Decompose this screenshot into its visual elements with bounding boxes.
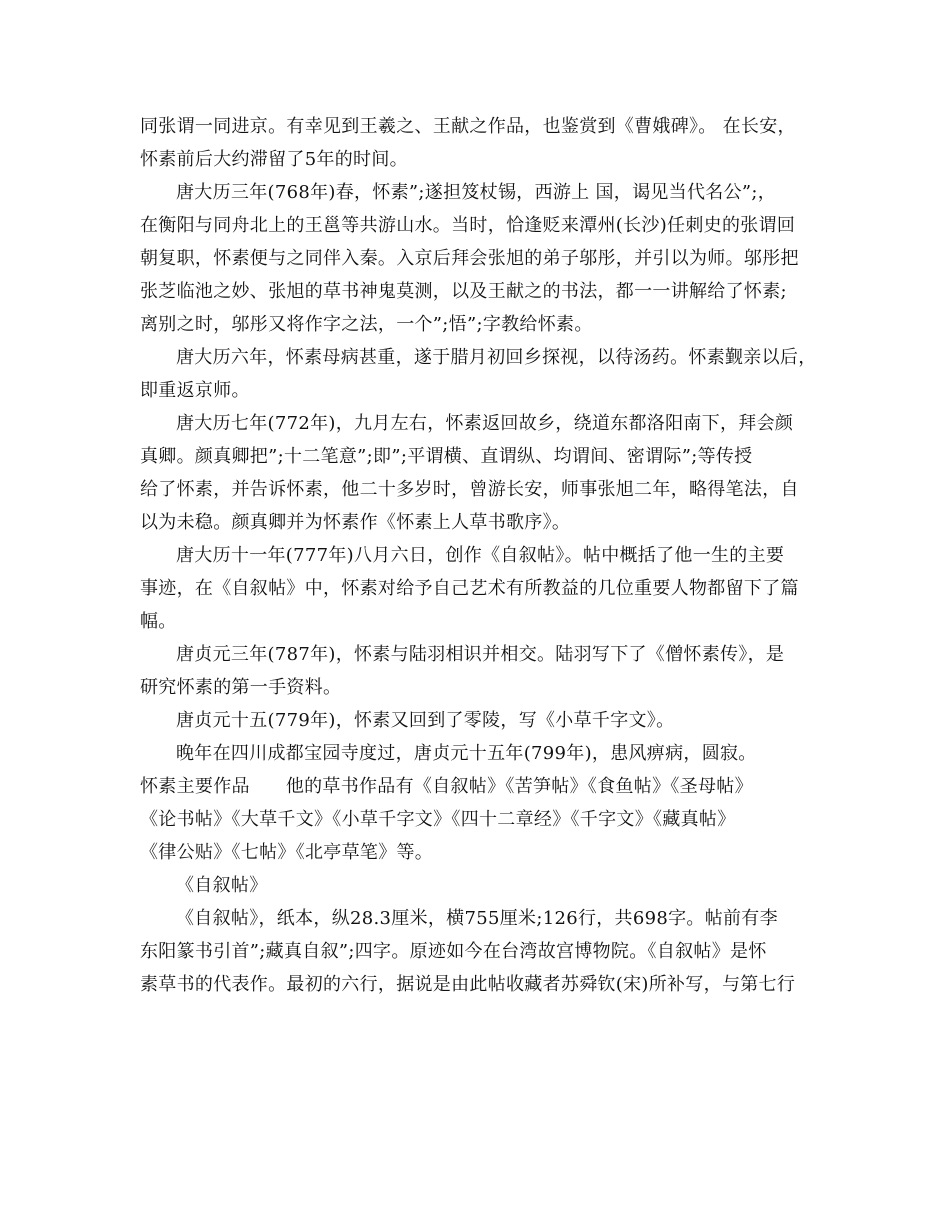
paragraph-1 <box>140 110 820 176</box>
section-heading <box>140 869 820 902</box>
text-line: 张芝临池之妙、张旭的草书神鬼莫测，以及王献之的书法，都一一讲解给了怀素; <box>140 281 787 302</box>
text-line: 晚年在四川成都宝园寺度过，唐贞元十五年(799年)，患风痹病，圆寂。 <box>176 743 757 764</box>
works-line-2: 《论书帖》《大草千文》《小草千字文》《四十二章经》《千字文》《藏真帖》 <box>140 809 736 830</box>
paragraph-2 <box>140 176 820 341</box>
paragraph-7 <box>140 704 820 737</box>
paragraph-4 <box>140 407 820 539</box>
paragraph-9 <box>140 902 820 1001</box>
document-body <box>140 110 820 1001</box>
paragraph-6 <box>140 638 820 704</box>
paragraph-3 <box>140 341 820 407</box>
works-label: 怀素主要作品 <box>140 776 250 797</box>
text-line: 真卿。颜真卿把”;十二笔意”;即”;平谓横、直谓纵、均谓间、密谓际”;等传授 <box>140 446 753 467</box>
text-line: 东阳篆书引首”;藏真自叙”;四字。原迹如今在台湾故宫博物院。《自叙帖》是怀 <box>140 941 767 962</box>
works-line-1 <box>140 770 820 803</box>
paragraph-8 <box>140 737 820 770</box>
text-line: 给了怀素，并告诉怀素，他二十多岁时，曾游长安，师事张旭二年，略得笔法，自 <box>140 479 799 500</box>
text-line: 唐大历三年(768年)春，怀素”;遂担笈杖锡，西游上 国，谒见当代名公”;， <box>176 182 777 203</box>
text-line: 以为未稳。颜真卿并为怀素作《怀素上人草书歌序》。 <box>140 512 571 533</box>
text-line: 在衡阳与同舟北上的王邕等共游山水。当时，恰逢贬来潭州(长沙)任刺史的张谓回 <box>140 215 796 236</box>
text-line: 研究怀素的第一手资料。 <box>140 677 342 698</box>
text-line: 素草书的代表作。最初的六行，据说是由此帖收藏者苏舜钦(宋)所补写，与第七行 <box>140 974 796 995</box>
text-line: 事迹，在《自叙帖》中，怀素对给予自己艺术有所教益的几位重要人物都留下了篇 <box>140 578 799 599</box>
works-line-3: 《律公贴》《七帖》《北亭草笔》等。 <box>140 842 434 863</box>
text-line: 朝复职，怀素便与之同伴入秦。入京后拜会张旭的弟子邬彤，并引以为师。邬彤把 <box>140 248 799 269</box>
text-line: 唐贞元十五(779年)，怀素又回到了零陵，写《小草千字文》。 <box>176 710 675 731</box>
text-line: 幅。 <box>140 611 177 632</box>
works-text: 他的草书作品有《自叙帖》《苦笋帖》《食鱼帖》《圣母帖》 <box>285 776 753 797</box>
paragraph-5 <box>140 539 820 638</box>
text-line: 离别之时，邬彤又将作字之法，一个”;悟”;字教给怀素。 <box>140 314 593 335</box>
text-line: 怀素前后大约滞留了5年的时间。 <box>140 149 408 170</box>
text-line: 同张谓一同进京。有幸见到王羲之、王献之作品，也鉴赏到《曹娥碑》。 在长安， <box>140 116 796 137</box>
text-line: 唐大历七年(772年)，九月左右，怀素返回故乡，绕道东都洛阳南下，拜会颜 <box>176 413 794 434</box>
text-line: 即重返京师。 <box>140 380 250 401</box>
section-heading-text: 《自叙帖》 <box>176 875 268 896</box>
text-line: 唐大历六年，怀素母病甚重，遂于腊月初回乡探视，以待汤药。怀素觐亲以后， <box>176 347 817 368</box>
text-line: 唐大历十一年(777年)八月六日，创作《自叙帖》。帖中概括了他一生的主要 <box>176 545 785 566</box>
text-line: 唐贞元三年(787年)，怀素与陆羽相识并相交。陆羽写下了《僧怀素传》，是 <box>176 644 785 665</box>
works-paragraph <box>140 770 820 869</box>
text-line: 《自叙帖》，纸本，纵28.3厘米，横755厘米;126行，共698字。帖前有李 <box>176 908 778 929</box>
